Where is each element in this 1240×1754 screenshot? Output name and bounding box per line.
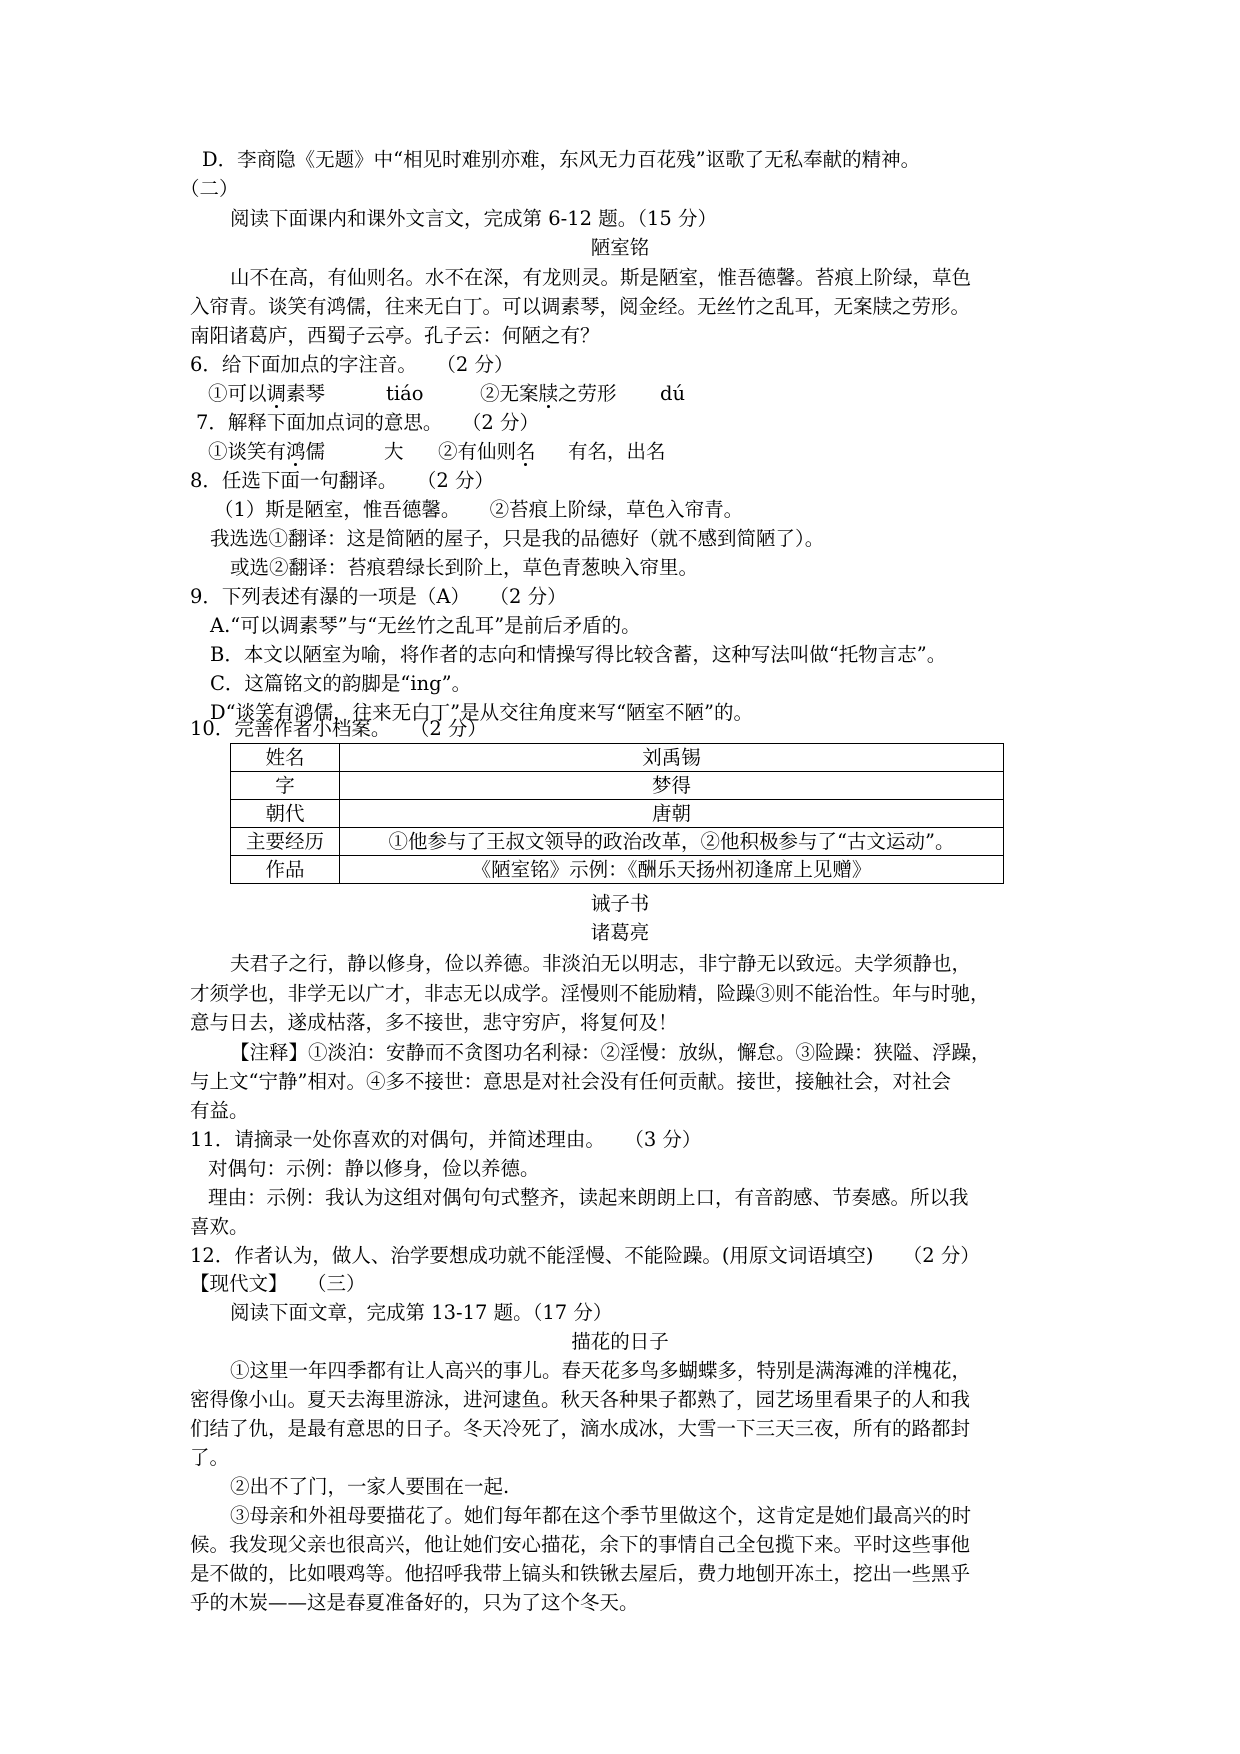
text-2-line: 夫君子之行，静以修身，俭以养德。非淡泊无以明志，非宁静无以致远。夫学须静也， xyxy=(230,952,972,975)
question-11: 11．请摘录一处你喜欢的对偶句，并简述理由。 （3 分） xyxy=(190,1128,702,1151)
profile-key: 作品 xyxy=(231,856,340,884)
question-9-option-a: A.“可以调素琴”与“无丝竹之乱耳”是前后矛盾的。 xyxy=(210,614,641,637)
profile-value: ①他参与了王叔文领导的政治改革，②他积极参与了“古文运动”。 xyxy=(340,828,1004,856)
question-6-answer-2: dú xyxy=(660,382,686,405)
question-6-item-2 xyxy=(480,380,617,408)
text-3-line: ②出不了门，一家人要围在一起. xyxy=(230,1475,510,1498)
q7-item-1-prefix: ①谈笑有 xyxy=(208,440,287,463)
question-10: 10．完善作者小档案。 （2 分） xyxy=(190,717,487,740)
text-3-line: 乎的木炭——这是春夏准备好的，只为了这个冬天。 xyxy=(190,1591,639,1614)
text-3-line: 密得像小山。夏天去海里游泳，进河逮鱼。秋天各种果子都熟了，园艺场里看果子的人和我 xyxy=(190,1388,971,1411)
text-1-line: 南阳诸葛庐，西蜀子云亭。孔子云：何陋之有？ xyxy=(190,324,600,347)
question-6-answer-1: tiáo xyxy=(386,382,424,405)
question-11-answer: 对偶句：示例：静以修身，俭以养德。 xyxy=(208,1157,540,1180)
profile-value: 梦得 xyxy=(340,772,1004,800)
q6-item-2-suffix: 之劳形 xyxy=(558,382,617,405)
q6-item-2-prefix: ②无案 xyxy=(480,382,539,405)
question-11-reason: 理由：示例：我认为这组对偶句句式整齐，读起来朗朗上口，有音韵感、节奏感。所以我 xyxy=(208,1186,969,1209)
text-3-line: ①这里一年四季都有让人高兴的事儿。春天花多鸟多蝴蝶多，特别是满海滩的洋槐花， xyxy=(230,1359,972,1382)
profile-key: 主要经历 xyxy=(231,828,340,856)
question-6: 6．给下面加点的字注音。 （2 分） xyxy=(190,353,514,376)
annotation-line: 有益。 xyxy=(190,1099,249,1122)
text-1-line: 入帘青。谈笑有鸿儒，往来无白丁。可以调素琴，阅金经。无丝竹之乱耳，无案牍之劳形。 xyxy=(190,295,971,318)
question-7-answer-2: 有名，出名 xyxy=(568,440,666,463)
text-2-title: 诫子书 xyxy=(590,892,650,915)
table-row xyxy=(231,800,1004,828)
question-7-item-2 xyxy=(438,438,536,466)
question-8-answer-1: 我选选①翻译：这是简陋的屋子，只是我的品德好（就不感到简陋了）。 xyxy=(210,527,825,550)
q6-item-1-dotted-char: 调 xyxy=(266,382,287,405)
q7-item-1-dotted-char: 鸿 xyxy=(286,440,306,463)
section-3-instructions: 阅读下面文章，完成第 13-17 题。（17 分） xyxy=(230,1301,613,1324)
text-3-line: 们结了仇，是最有意思的日子。冬天冷死了，滴水成冰，大雪一下三天三夜，所有的路都封 xyxy=(190,1417,971,1440)
question-12: 12．作者认为，做人、治学要想成功就不能淫慢、不能险躁。(用原文词语填空) （2 分） xyxy=(190,1244,980,1267)
author-profile-table xyxy=(230,743,1004,884)
q6-item-1-suffix: 素琴 xyxy=(286,382,326,405)
q6-item-2-dotted-char: 牍 xyxy=(538,382,559,405)
question-7-answer-1: 大 xyxy=(384,440,404,463)
text-2-line: 才须学也，非学无以广才，非志无以成学。淫慢则不能励精，险躁③则不能治性。年与时驰， xyxy=(190,982,990,1005)
question-8: 8．任选下面一句翻译。 （2 分） xyxy=(190,469,495,492)
q7-item-2-prefix: ②有仙则 xyxy=(438,440,517,463)
text-3-title: 描花的日子 xyxy=(571,1330,669,1353)
question-9-option-b: B．本文以陋室为喻，将作者的志向和情操写得比较含蓄，这种写法叫做“托物言志”。 xyxy=(210,643,947,666)
question-8-options: （1）斯是陋室，惟吾德馨。 ②苔痕上阶绿，草色入帘青。 xyxy=(214,498,744,521)
question-9: 9．下列表述有瀑的一项是（A） （2 分） xyxy=(190,585,567,608)
table-row xyxy=(231,828,1004,856)
profile-value: 《陋室铭》示例：《酬乐天扬州初逢席上见赠》 xyxy=(340,856,1004,884)
profile-key: 朝代 xyxy=(231,800,340,828)
table-row xyxy=(231,772,1004,800)
profile-value: 唐朝 xyxy=(340,800,1004,828)
profile-key: 姓名 xyxy=(231,744,340,772)
q7-item-2-dotted-char: 名 xyxy=(516,440,536,463)
question-7: 7．解释下面加点词的意思。 （2 分） xyxy=(196,411,540,434)
text-3-line: ③母亲和外祖母要描花了。她们每年都在这个季节里做这个，这肯定是她们最高兴的时 xyxy=(230,1504,972,1527)
text-3-line: 候。我发现父亲也很高兴，他让她们安心描花，余下的事情自己全包揽下来。平时这些事他 xyxy=(190,1533,971,1556)
q6-item-1-prefix: ①可以 xyxy=(208,382,267,405)
question-8-answer-2: 或选②翻译：苔痕碧绿长到阶上，草色青葱映入帘里。 xyxy=(230,556,699,579)
text-2-author: 诸葛亮 xyxy=(590,921,650,944)
annotation-line: 【注释】①淡泊：安静而不贪图功名利禄：②淫慢：放纵，懈怠。③险躁：狭隘、浮躁， xyxy=(230,1041,991,1064)
question-6-item-1 xyxy=(208,380,325,408)
section-3-heading: 【现代文】 （三） xyxy=(190,1272,366,1295)
q7-item-1-suffix: 儒 xyxy=(305,440,326,463)
annotation-line: 与上文“宁静”相对。④多不接世：意思是对社会没有任何贡献。接世，接触社会，对社会 xyxy=(190,1070,951,1093)
table-row xyxy=(231,856,1004,884)
section-2-heading: （二） xyxy=(180,177,239,200)
text-1-title: 陋室铭 xyxy=(590,236,650,259)
option-d-text: D．李商隐《无题》中“相见时难别亦难，东风无力百花残”讴歌了无私奉献的精神。 xyxy=(202,148,921,171)
section-2-instructions: 阅读下面课内和课外文言文，完成第 6-12 题。（15 分） xyxy=(230,207,717,230)
text-1-line: 山不在高，有仙则名。水不在深，有龙则灵。斯是陋室，惟吾德馨。苔痕上阶绿，草色 xyxy=(230,266,972,289)
question-9-option-c: C．这篇铭文的韵脚是“ing”。 xyxy=(210,672,472,695)
question-7-item-1 xyxy=(208,438,325,466)
question-11-reason: 喜欢。 xyxy=(190,1215,249,1238)
table-row xyxy=(231,744,1004,772)
text-3-line: 是不做的，比如喂鸡等。他招呼我带上镐头和铁锹去屋后，费力地刨开冻土，挖出一些黑乎 xyxy=(190,1562,971,1585)
text-3-line: 了。 xyxy=(190,1446,230,1469)
text-2-line: 意与日去，遂成枯落，多不接世，悲守穷庐，将复何及！ xyxy=(190,1011,678,1034)
profile-key: 字 xyxy=(231,772,340,800)
question-9-option-d: D“谈笑有鸿儒，往来无白丁”是从交往角度来写“陋室不陋”的。 xyxy=(210,701,754,724)
profile-value: 刘禹锡 xyxy=(340,744,1004,772)
